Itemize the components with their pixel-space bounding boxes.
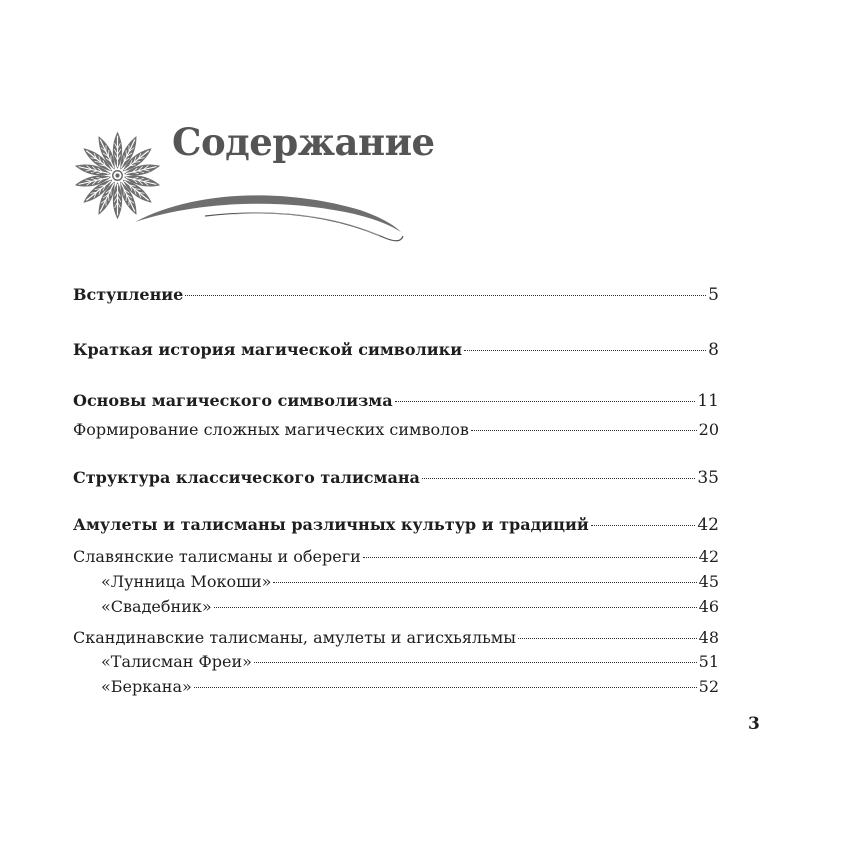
toc-entry[interactable] [73, 420, 719, 446]
page-title: Содержание [172, 120, 435, 164]
dot-leader [363, 557, 697, 558]
toc-entry-title: Краткая история магической символики [73, 340, 463, 359]
toc-entry-page: 46 [698, 597, 719, 616]
dot-leader [214, 607, 697, 608]
toc-entry-title: Структура классического талисмана [73, 468, 420, 487]
dot-leader [464, 350, 706, 351]
toc-entry-page: 42 [698, 547, 719, 566]
toc-entry-title: Амулеты и талисманы различных культур и традиций [73, 515, 589, 534]
toc-entry-title: Основы магического символизма [73, 391, 393, 410]
toc-entry[interactable] [73, 597, 719, 623]
dot-leader [273, 582, 696, 583]
toc-entry[interactable] [73, 391, 719, 417]
toc-entry[interactable] [73, 515, 719, 541]
toc-entry-title: «Лунница Мокоши» [101, 572, 272, 591]
toc-entry-page: 45 [698, 572, 719, 591]
dot-leader [194, 687, 697, 688]
dot-leader [518, 638, 697, 639]
toc-entry-title: Формирование сложных магических символов [73, 420, 469, 439]
toc-entry-page: 51 [698, 652, 719, 671]
page-number: 3 [748, 714, 760, 734]
toc-entry-page: 35 [697, 468, 719, 488]
toc-entry-page: 8 [708, 340, 719, 360]
toc-entry-title: Скандинавские талисманы, амулеты и агисхьяльмы [73, 628, 516, 647]
toc-entry[interactable] [73, 468, 719, 494]
dot-leader [422, 478, 695, 479]
toc-entry[interactable] [73, 652, 719, 678]
toc-entry[interactable] [73, 572, 719, 598]
toc-entry[interactable] [73, 628, 719, 654]
dot-leader [591, 525, 696, 526]
toc-entry-title: «Беркана» [101, 677, 192, 696]
dot-leader [254, 662, 697, 663]
toc-entry-page: 5 [708, 285, 719, 305]
toc-entry[interactable] [73, 547, 719, 573]
swoosh-flourish-icon [135, 192, 405, 252]
toc-entry-title: «Свадебник» [101, 597, 212, 616]
dot-leader [395, 401, 696, 402]
dot-leader [185, 295, 706, 296]
dot-leader [471, 430, 697, 431]
toc-entry[interactable] [73, 340, 719, 366]
toc-entry-title: «Талисман Фреи» [101, 652, 252, 671]
toc-entry[interactable] [73, 677, 719, 703]
toc-entry-title: Славянские талисманы и обереги [73, 547, 361, 566]
toc-entry[interactable] [73, 285, 719, 311]
toc-entry-page: 42 [697, 515, 719, 535]
toc-entry-title: Вступление [73, 285, 184, 304]
toc-header [70, 120, 435, 250]
toc-entry-page: 48 [698, 628, 719, 647]
toc-entry-page: 11 [697, 391, 719, 411]
toc-entry-page: 52 [698, 677, 719, 696]
toc-entry-page: 20 [698, 420, 719, 439]
